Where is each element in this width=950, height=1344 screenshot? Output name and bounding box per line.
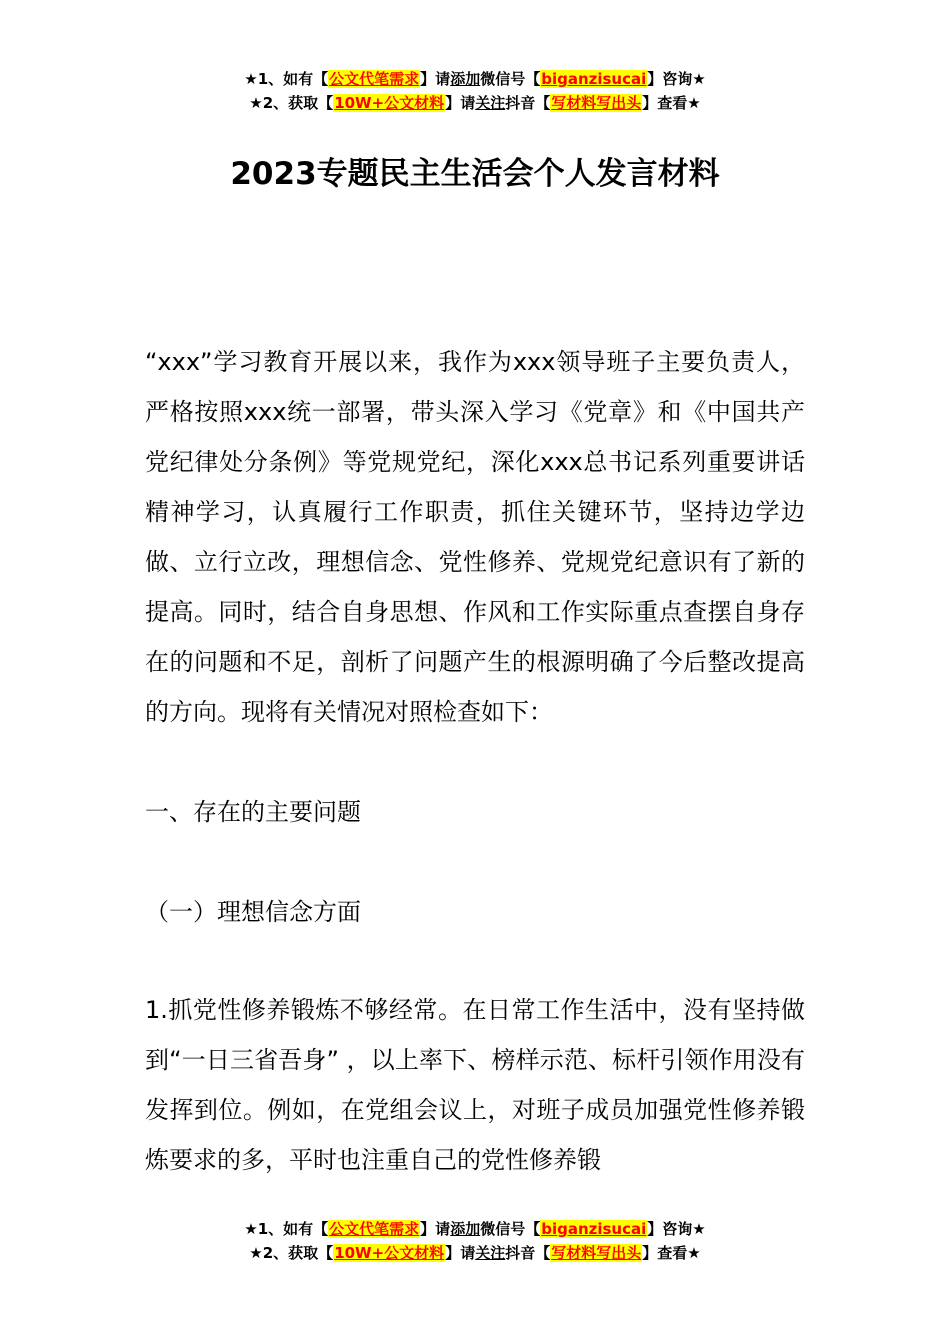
banner-highlight-wechat-id: biganzisucai — [541, 70, 647, 88]
banner-highlight-wechat-id: biganzisucai — [541, 1220, 647, 1238]
banner-text: 】请 — [420, 1220, 451, 1238]
document-title: 2023专题民主生活会个人发言材料 — [230, 156, 720, 192]
banner-text: 抖音【 — [505, 94, 551, 112]
banner-line-1 — [0, 1217, 950, 1241]
body-paragraph: 1.抓党性修养锻炼不够经常。在日常工作生活中，没有坚持做到“一日三省吾身” ，以上率下、榜样示范、标杆引领作用没有发挥到位。例如，在党组会议上，对班子成员加强党性修养锻炼要求的多，平时也注重自己的党性修养锻 — [145, 996, 805, 1174]
banner-text: 】咨询★ — [647, 70, 706, 88]
banner-text: 微信号【 — [480, 70, 541, 88]
banner-highlight-douyin: 写材料写出头 — [551, 1244, 642, 1262]
banner-underlined-text: 添加 — [450, 70, 481, 88]
banner-text: 抖音【 — [505, 1244, 551, 1262]
banner-highlight-service: 公文代笔需求 — [329, 70, 420, 88]
section-heading: 一、存在的主要问题 — [145, 798, 361, 826]
banner-text: 】请 — [445, 1244, 476, 1262]
banner-text: 】查看★ — [642, 94, 701, 112]
banner-underlined-text: 关注 — [475, 1244, 506, 1262]
banner-underlined-text: 添加 — [450, 1220, 481, 1238]
header-banner — [0, 67, 950, 115]
banner-line-2 — [0, 91, 950, 115]
banner-text: 】咨询★ — [647, 1220, 706, 1238]
banner-highlight-service: 公文代笔需求 — [329, 1220, 420, 1238]
banner-line-2 — [0, 1241, 950, 1265]
banner-highlight-douyin: 写材料写出头 — [551, 94, 642, 112]
banner-highlight-materials: 10W+公文材料 — [334, 94, 445, 112]
banner-text: 】查看★ — [642, 1244, 701, 1262]
banner-text: ★2、获取【 — [249, 1244, 334, 1262]
banner-line-1 — [0, 67, 950, 91]
subsection-heading: （一）理想信念方面 — [145, 898, 361, 926]
banner-highlight-materials: 10W+公文材料 — [334, 1244, 445, 1262]
banner-underlined-text: 关注 — [475, 94, 506, 112]
banner-text: ★1、如有【 — [244, 1220, 329, 1238]
banner-text: 】请 — [420, 70, 451, 88]
intro-paragraph: “xxx”学习教育开展以来，我作为xxx领导班子主要负责人，严格按照xxx统一部署，带头深入学习《党章》和《中国共产党纪律处分条例》等党规党纪，深化xxx总书记系列重要讲话精神学习，认真履行工作职责，抓住关键环节，坚持边学边做、立行立改，理想信念、党性修养、党规党纪意识有了新的提高。同时，结合自身思想、作风和工作实际重点查摆自身存在的问题和不足，剖析了问题产生的根源明确了今后整改提高的方向。现将有关情况对照检查如下： — [145, 348, 805, 726]
footer-banner — [0, 1217, 950, 1265]
banner-text: ★2、获取【 — [249, 94, 334, 112]
banner-text: ★1、如有【 — [244, 70, 329, 88]
banner-text: 】请 — [445, 94, 476, 112]
banner-text: 微信号【 — [480, 1220, 541, 1238]
